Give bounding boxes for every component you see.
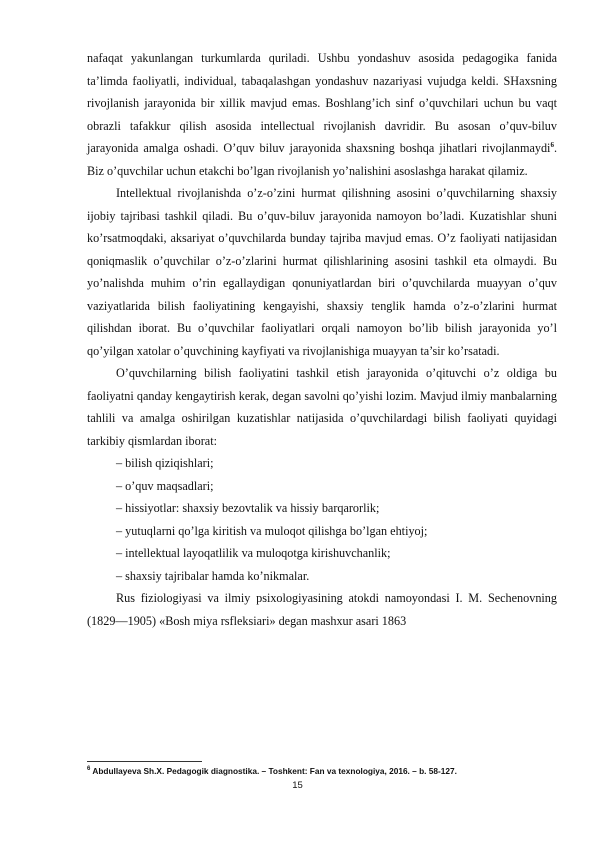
footnote-text: Abdullayeva Sh.X. Pedagogik diagnostika. – Toshkent: Fan va texnologiya, 2016. – b. 58-127.	[90, 766, 457, 776]
list-item: – intellektual layoqatlilik va muloqotga kirishuvchanlik;	[116, 546, 391, 560]
body-text	[87, 47, 557, 632]
list-item: – yutuqlarni qo’lga kiritish va muloqot qilishga bo’lgan ehtiyoj;	[116, 523, 428, 538]
paragraph-1: nafaqat yakunlangan turkumlarda quriladi. Ushbu yondashuv asosida pedagogika fanida ta’limda faoliyatli, individual, tabaqalashgan yondashuv nazariyasi vujudga keldi. SHaxsning rivojlanish jarayonida bir xillik mavjud emas. Boshlang’ich sinf o’quvchilari uchun bu vaqt obrazli tafakkur qilish asosida intellectual rivojlanish davridir. Bu asosan o’quv-biluv jarayonida amalga oshadi. O’quv biluv jarayonida shaxsning boshqa jihatlari rivojlanmaydi$^6$. Biz o’quvchilar uchun etakchi bo’lgan rivojlanish yo’nalishini asoslashga harakat qilamiz.	[87, 51, 557, 178]
paragraph-3: O’quvchilarning bilish faoliyatini tashkil etish jarayonida o’qituvchi o’z oldiga bu faoliyatni qanday kengaytirish kerak, degan savolni qo’yishi lozim. Mavjud ilmiy manbalarning tahlili va amalga oshirilgan kuzatishlar natijasida o’quvchilardagi bilish faoliyati quyidagi tarkibiy qismlardan iborat:	[87, 366, 557, 448]
list-item: – shaxsiy tajribalar hamda ko’nikmalar.	[116, 568, 310, 583]
footnote	[87, 766, 557, 777]
list-item: – o’quv maqsadlari;	[116, 478, 214, 493]
footnote-ref[interactable]: 6	[550, 140, 554, 149]
footnote-marker: 6	[87, 766, 91, 773]
list-item: – bilish qiziqishlari;	[116, 456, 214, 470]
paragraph-2: Intellektual rivojlanishda o’z-o’zini hurmat qilishning asosini o’quvchilarning shaxsiy ijobiy tajribasi tashkil qiladi. Bu o’quv-biluv jarayonida namoyon bo’ladi. Kuzatishlar shuni ko’rsatmoqdaki, aksariyat o’quvchilarda bunday tajriba mavjud emas. O’z faoliyati natijasidan qoniqmaslik o’quvchilar o’z-o’zlarini hurmat qilishlarining asosini tashkil eta olmaydi. Bu yo’nalishda muhim o’rin egallaydigan qonuniyatlardan biri o’quvchilarda muayyan o’quv vaziyatlarida bilish faoliyatining kengayishi, shaxsiy tenglik hamda o’z-o’zlarini hurmat qilishdan iborat. Bu o’quvchilar faoliyatlari orqali namoyon bo’lib bilish jarayonida yo’l qo’yilgan xatolar o’quvchining kayfiyati va rivojlanishiga muayyan ta’sir ko’rsatadi.	[87, 186, 557, 358]
list-item: – hissiyotlar: shaxsiy bezovtalik va hissiy barqarorlik;	[116, 501, 380, 515]
page-number: 15	[292, 780, 303, 791]
paragraph-4: Rus fiziologiyasi va ilmiy psixologiyasining atokdi namoyondasi I. M. Sechenovning (1829—1905) «Bosh miya rsfleksiari» degan mashxur asari 1863	[87, 591, 557, 628]
footnote-divider	[87, 761, 202, 762]
